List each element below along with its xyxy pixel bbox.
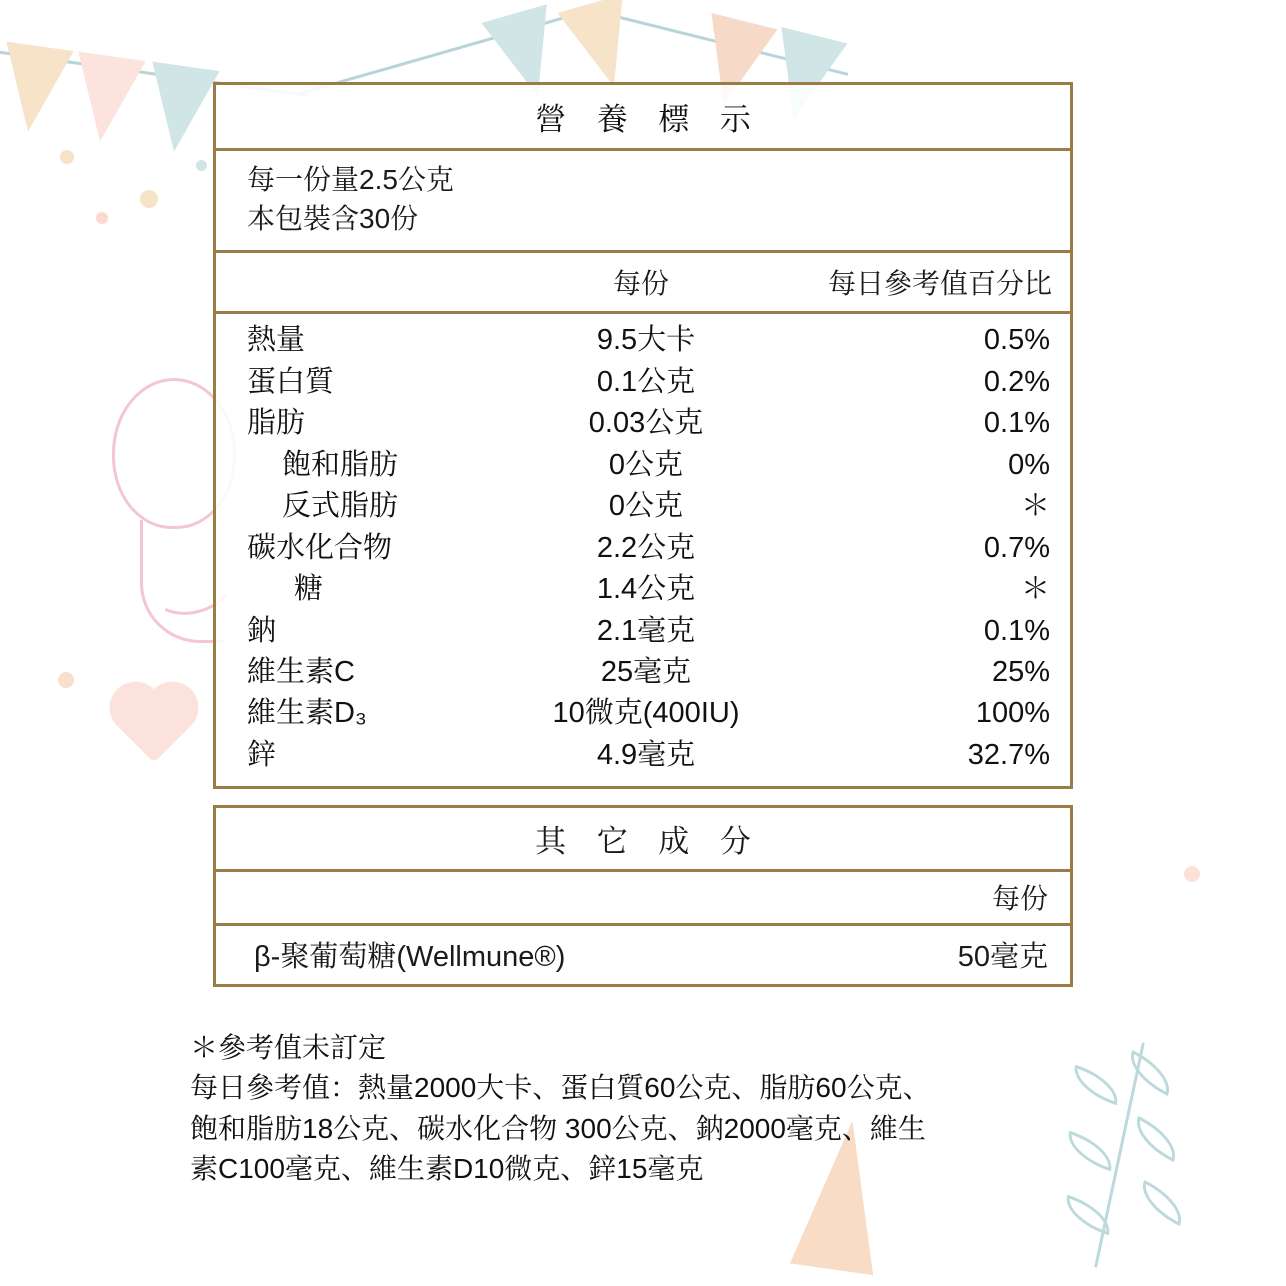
nutrient-name: 熱量 bbox=[247, 324, 306, 357]
leaf-shape bbox=[1059, 1195, 1116, 1236]
nutrient-name: 脂肪 bbox=[247, 407, 306, 440]
servings-per-container: 本包裝含30份 bbox=[247, 202, 419, 234]
bunting-flag bbox=[140, 62, 219, 157]
nutrition-facts-panel bbox=[213, 82, 1073, 987]
serving-info bbox=[216, 151, 1070, 253]
footnote-line: 飽和脂肪18公克、碳水化合物 300公克、鈉2000毫克、維生 bbox=[190, 1112, 926, 1144]
nutrition-main-box bbox=[213, 82, 1073, 789]
nutrient-name: 鈉 bbox=[247, 614, 277, 647]
nutrient-amount: 0公克 bbox=[608, 448, 684, 481]
serving-size: 每一份量2.5公克 bbox=[247, 164, 454, 195]
bunting-flag bbox=[66, 52, 145, 147]
nutrient-amount: 0.03公克 bbox=[588, 407, 704, 440]
nutrient-name: 反式脂肪 bbox=[282, 490, 399, 523]
header-per-serving: 每份 bbox=[612, 268, 669, 300]
footnote-line: 素C100毫克、維生素D10微克、鋅15毫克 bbox=[190, 1152, 704, 1184]
ingredient-amount: 50毫克 bbox=[957, 941, 1048, 974]
nutrient-name: 糖 bbox=[294, 573, 324, 606]
footnote-line: 每日參考值：熱量2000大卡、蛋白質60公克、脂肪60公克、 bbox=[190, 1072, 931, 1104]
nutrient-dv: 0.2% bbox=[983, 365, 1050, 398]
nutrient-dv: ＊ bbox=[1020, 490, 1050, 523]
other-ingredients-box bbox=[213, 805, 1073, 987]
nutrition-table-header bbox=[216, 253, 1070, 314]
table-row bbox=[216, 320, 1070, 361]
heart-shape bbox=[117, 689, 191, 763]
nutrient-amount: 1.4公克 bbox=[596, 573, 696, 606]
nutrient-name: 鋅 bbox=[247, 738, 277, 771]
bunting-flag bbox=[0, 42, 74, 137]
nutrient-amount: 4.9毫克 bbox=[596, 738, 696, 771]
ingredient-name: β-聚葡萄糖(Wellmune®) bbox=[254, 941, 566, 974]
other-ingredients-header: 每份 bbox=[216, 872, 1070, 926]
bunting-string-right bbox=[596, 10, 849, 76]
table-row bbox=[216, 735, 1070, 776]
nutrient-name: 碳水化合物 bbox=[247, 531, 393, 564]
table-row bbox=[216, 362, 1070, 403]
other-ingredients-title: 其 它 成 分 bbox=[216, 808, 1070, 872]
panel-title: 營 養 標 示 bbox=[216, 85, 1070, 151]
table-row bbox=[216, 652, 1070, 693]
nutrient-dv: 0.1% bbox=[983, 614, 1050, 647]
balloon-string bbox=[140, 520, 223, 643]
nutrition-rows bbox=[216, 314, 1070, 786]
nutrient-amount: 0公克 bbox=[608, 490, 684, 523]
nutrient-name: 維生素C bbox=[247, 656, 355, 688]
table-row bbox=[216, 693, 1070, 734]
confetti-dot bbox=[1184, 866, 1200, 882]
nutrient-dv: 25% bbox=[991, 656, 1050, 688]
table-row bbox=[216, 445, 1070, 486]
footnote-line: ＊參考值未訂定 bbox=[190, 1032, 387, 1063]
table-row bbox=[216, 528, 1070, 569]
nutrient-dv: 100% bbox=[975, 697, 1050, 730]
table-row bbox=[216, 486, 1070, 527]
nutrient-name: 飽和脂肪 bbox=[282, 448, 399, 481]
footnotes bbox=[190, 1028, 1210, 1189]
nutrient-amount: 0.1公克 bbox=[596, 365, 696, 398]
nutrient-amount: 2.2公克 bbox=[596, 531, 696, 564]
nutrient-amount: 25毫克 bbox=[600, 656, 692, 688]
confetti-dot bbox=[196, 160, 207, 171]
nutrient-dv: 32.7% bbox=[967, 738, 1050, 771]
confetti-dot bbox=[96, 212, 108, 224]
nutrient-name: 維生素D₃ bbox=[247, 697, 367, 730]
confetti-dot bbox=[60, 150, 74, 164]
nutrient-dv: 0.1% bbox=[983, 407, 1050, 440]
nutrient-amount: 10微克(400IU) bbox=[552, 697, 740, 730]
nutrient-dv: 0.7% bbox=[983, 531, 1050, 564]
nutrient-name: 蛋白質 bbox=[247, 365, 335, 398]
nutrient-dv: ＊ bbox=[1020, 573, 1050, 606]
nutrient-dv: 0% bbox=[1008, 448, 1050, 481]
header-daily-value: 每日參考值百分比 bbox=[827, 268, 1052, 300]
nutrient-amount: 2.1毫克 bbox=[596, 614, 696, 647]
nutrient-dv: 0.5% bbox=[983, 324, 1050, 357]
confetti-dot bbox=[140, 190, 158, 208]
table-row bbox=[216, 611, 1070, 652]
confetti-dot bbox=[58, 672, 74, 688]
nutrient-amount: 9.5大卡 bbox=[596, 324, 696, 357]
table-row bbox=[216, 569, 1070, 610]
header-name bbox=[216, 262, 516, 302]
table-row bbox=[216, 403, 1070, 444]
table-row bbox=[216, 926, 1070, 984]
